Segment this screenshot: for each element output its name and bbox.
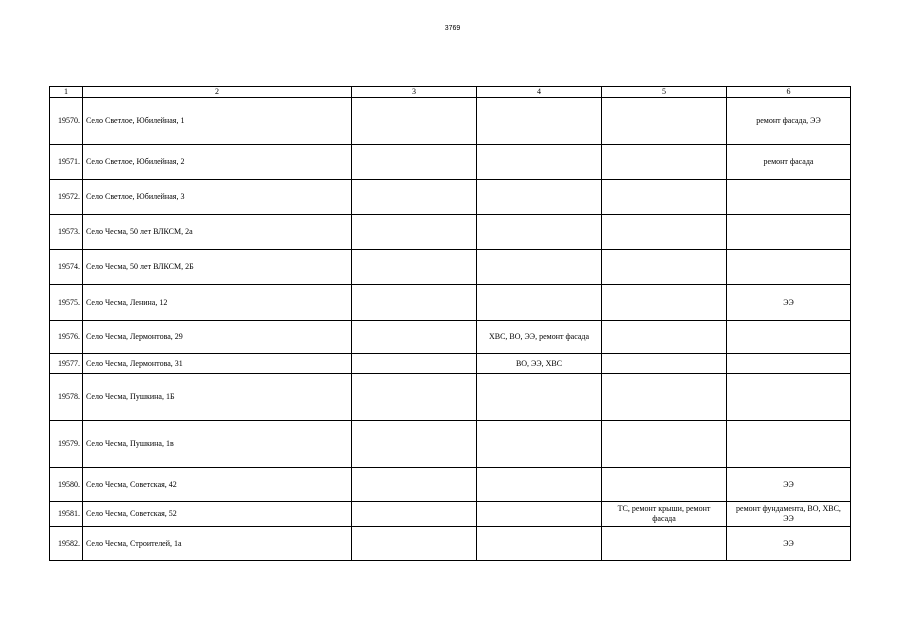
row-number-cell: 19580. (50, 468, 83, 502)
column-5-cell (602, 98, 727, 145)
column-4-cell (477, 502, 602, 527)
column-5-cell (602, 180, 727, 215)
row-number-cell: 19582. (50, 527, 83, 561)
column-6-cell: ЭЭ (727, 468, 851, 502)
column-4-cell (477, 421, 602, 468)
address-cell: Село Чесма, Лермонтова, 31 (83, 354, 352, 374)
address-cell: Село Светлое, Юбилейная, 3 (83, 180, 352, 215)
column-6-cell: ремонт фасада, ЭЭ (727, 98, 851, 145)
column-3-cell (352, 145, 477, 180)
column-3-cell (352, 374, 477, 421)
column-header: 2 (83, 87, 352, 98)
address-cell: Село Чесма, Ленина, 12 (83, 285, 352, 321)
column-5-cell (602, 354, 727, 374)
column-3-cell (352, 180, 477, 215)
column-3-cell (352, 527, 477, 561)
column-header: 1 (50, 87, 83, 98)
row-number-cell: 19579. (50, 421, 83, 468)
address-cell: Село Светлое, Юбилейная, 1 (83, 98, 352, 145)
column-3-cell (352, 321, 477, 354)
column-5-cell (602, 468, 727, 502)
column-5-cell (602, 374, 727, 421)
table-row (50, 527, 851, 561)
column-6-cell (727, 354, 851, 374)
table-row (50, 98, 851, 145)
address-cell: Село Чесма, Пушкина, 1Б (83, 374, 352, 421)
address-cell: Село Чесма, Пушкина, 1в (83, 421, 352, 468)
column-6-cell: ЭЭ (727, 527, 851, 561)
column-5-cell (602, 321, 727, 354)
address-cell: Село Чесма, 50 лет ВЛКСМ, 2Б (83, 250, 352, 285)
column-header: 4 (477, 87, 602, 98)
table-row (50, 421, 851, 468)
column-6-cell: ЭЭ (727, 285, 851, 321)
column-6-cell: ремонт фундамента, ВО, ХВС, ЭЭ (727, 502, 851, 527)
column-5-cell (602, 145, 727, 180)
table-row (50, 354, 851, 374)
column-6-cell (727, 374, 851, 421)
column-4-cell (477, 145, 602, 180)
row-number-cell: 19573. (50, 215, 83, 250)
table-row (50, 374, 851, 421)
column-4-cell: ВО, ЭЭ, ХВС (477, 354, 602, 374)
row-number-cell: 19572. (50, 180, 83, 215)
data-table (49, 86, 851, 561)
column-5-cell: ТС, ремонт крыши, ремонт фасада (602, 502, 727, 527)
column-5-cell (602, 250, 727, 285)
column-5-cell (602, 421, 727, 468)
row-number-cell: 19570. (50, 98, 83, 145)
column-header: 5 (602, 87, 727, 98)
table-row (50, 321, 851, 354)
address-cell: Село Чесма, Советская, 42 (83, 468, 352, 502)
column-6-cell (727, 250, 851, 285)
column-5-cell (602, 215, 727, 250)
row-number-cell: 19577. (50, 354, 83, 374)
column-3-cell (352, 215, 477, 250)
column-3-cell (352, 468, 477, 502)
column-4-cell (477, 98, 602, 145)
address-cell: Село Чесма, Лермонтова, 29 (83, 321, 352, 354)
table-row (50, 180, 851, 215)
column-3-cell (352, 98, 477, 145)
column-3-cell (352, 421, 477, 468)
column-4-cell (477, 285, 602, 321)
column-6-cell (727, 321, 851, 354)
row-number-cell: 19578. (50, 374, 83, 421)
table-row (50, 468, 851, 502)
address-cell: Село Светлое, Юбилейная, 2 (83, 145, 352, 180)
column-header: 3 (352, 87, 477, 98)
column-3-cell (352, 250, 477, 285)
row-number-cell: 19575. (50, 285, 83, 321)
column-4-cell: ХВС, ВО, ЭЭ, ремонт фасада (477, 321, 602, 354)
column-4-cell (477, 215, 602, 250)
column-6-cell (727, 215, 851, 250)
table-row (50, 502, 851, 527)
column-4-cell (477, 468, 602, 502)
header-row (50, 87, 851, 98)
row-number-cell: 19571. (50, 145, 83, 180)
row-number-cell: 19574. (50, 250, 83, 285)
column-6-cell (727, 421, 851, 468)
column-4-cell (477, 374, 602, 421)
page-number: 3769 (444, 25, 461, 32)
address-cell: Село Чесма, 50 лет ВЛКСМ, 2а (83, 215, 352, 250)
column-4-cell (477, 527, 602, 561)
table-row (50, 145, 851, 180)
column-3-cell (352, 502, 477, 527)
table-row (50, 250, 851, 285)
column-5-cell (602, 285, 727, 321)
row-number-cell: 19576. (50, 321, 83, 354)
row-number-cell: 19581. (50, 502, 83, 527)
column-3-cell (352, 285, 477, 321)
column-5-cell (602, 527, 727, 561)
table-row (50, 285, 851, 321)
address-cell: Село Чесма, Советская, 52 (83, 502, 352, 527)
column-6-cell (727, 180, 851, 215)
column-4-cell (477, 180, 602, 215)
column-4-cell (477, 250, 602, 285)
address-cell: Село Чесма, Строителей, 1а (83, 527, 352, 561)
column-6-cell: ремонт фасада (727, 145, 851, 180)
table-row (50, 215, 851, 250)
column-3-cell (352, 354, 477, 374)
column-header: 6 (727, 87, 851, 98)
